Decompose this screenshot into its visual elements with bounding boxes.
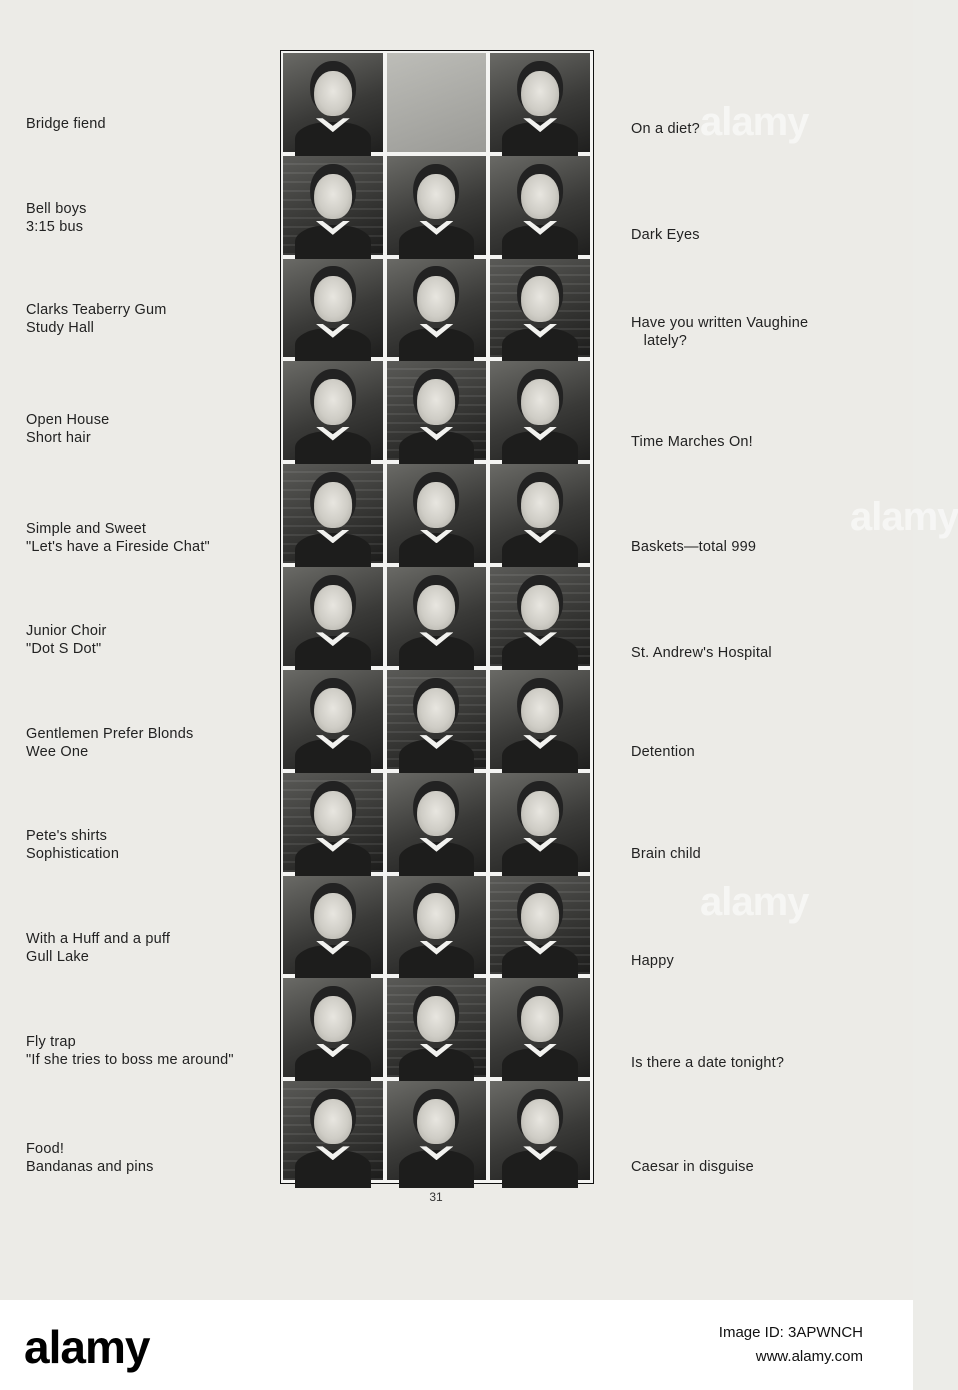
portrait-face bbox=[314, 585, 352, 630]
portrait-face bbox=[314, 791, 352, 836]
left-caption: Gentlemen Prefer Blonds Wee One bbox=[26, 726, 194, 760]
portrait-face bbox=[521, 893, 559, 938]
right-caption: Have you written Vaughine lately? bbox=[631, 315, 809, 349]
portrait-face bbox=[314, 71, 352, 116]
portrait-face bbox=[418, 893, 456, 938]
watermark-text: alamy bbox=[700, 880, 809, 924]
student-portrait bbox=[490, 156, 590, 255]
student-portrait bbox=[283, 670, 383, 769]
student-portrait bbox=[387, 464, 487, 563]
site-url: www.alamy.com bbox=[755, 1348, 863, 1365]
portrait-face bbox=[314, 379, 352, 424]
student-portrait bbox=[387, 670, 487, 769]
student-portrait bbox=[387, 361, 487, 460]
left-caption: Clarks Teaberry Gum Study Hall bbox=[26, 302, 167, 336]
student-portrait bbox=[283, 259, 383, 358]
portrait-face bbox=[418, 996, 456, 1041]
student-portrait bbox=[387, 876, 487, 975]
watermark-text: alamy bbox=[700, 100, 809, 144]
student-portrait bbox=[283, 53, 383, 152]
student-portrait bbox=[283, 464, 383, 563]
image-id: Image ID: 3APWNCH bbox=[718, 1324, 863, 1341]
left-caption: Junior Choir "Dot S Dot" bbox=[26, 623, 107, 657]
student-portrait bbox=[490, 464, 590, 563]
left-caption: Food! Bandanas and pins bbox=[26, 1141, 154, 1175]
student-portrait bbox=[490, 876, 590, 975]
portrait-face bbox=[521, 1099, 559, 1144]
student-portrait bbox=[283, 1081, 383, 1180]
right-caption: On a diet? bbox=[631, 121, 700, 137]
right-caption: Brain child bbox=[631, 846, 701, 862]
portrait-grid bbox=[280, 50, 594, 1184]
right-caption: Dark Eyes bbox=[631, 227, 700, 243]
left-caption: Open House Short hair bbox=[26, 412, 110, 446]
student-portrait bbox=[490, 53, 590, 152]
portrait-face bbox=[314, 276, 352, 321]
portrait-face bbox=[521, 996, 559, 1041]
portrait-face bbox=[314, 1099, 352, 1144]
portrait-face bbox=[418, 379, 456, 424]
student-portrait bbox=[387, 53, 487, 152]
student-portrait bbox=[283, 567, 383, 666]
student-portrait bbox=[387, 773, 487, 872]
student-portrait bbox=[387, 1081, 487, 1180]
portrait-face bbox=[418, 1099, 456, 1144]
student-portrait bbox=[490, 259, 590, 358]
portrait-face bbox=[418, 482, 456, 527]
portrait-face bbox=[521, 791, 559, 836]
page-number: 31 bbox=[429, 1190, 443, 1204]
portrait-face bbox=[314, 688, 352, 733]
portrait-face bbox=[314, 482, 352, 527]
alamy-logo: alamy bbox=[24, 1321, 150, 1373]
student-portrait bbox=[490, 361, 590, 460]
portrait-face bbox=[521, 585, 559, 630]
portrait-face bbox=[418, 585, 456, 630]
portrait-face bbox=[418, 174, 456, 219]
right-caption: Time Marches On! bbox=[631, 434, 753, 450]
student-portrait bbox=[490, 1081, 590, 1180]
portrait-face bbox=[418, 791, 456, 836]
left-caption: Bell boys 3:15 bus bbox=[26, 201, 87, 235]
left-caption: With a Huff and a puff Gull Lake bbox=[26, 931, 171, 965]
student-portrait bbox=[387, 978, 487, 1077]
right-caption: Caesar in disguise bbox=[631, 1159, 754, 1175]
left-caption: Simple and Sweet "Let's have a Fireside Chat" bbox=[26, 521, 210, 555]
student-portrait bbox=[283, 156, 383, 255]
right-caption: Detention bbox=[631, 744, 695, 760]
portrait-face bbox=[314, 893, 352, 938]
portrait-face bbox=[521, 688, 559, 733]
right-caption: Is there a date tonight? bbox=[631, 1055, 785, 1071]
portrait-face bbox=[521, 71, 559, 116]
student-portrait bbox=[283, 978, 383, 1077]
student-portrait bbox=[490, 670, 590, 769]
portrait-face bbox=[521, 174, 559, 219]
portrait-face bbox=[521, 276, 559, 321]
portrait-face bbox=[314, 174, 352, 219]
portrait-face bbox=[418, 688, 456, 733]
student-portrait bbox=[283, 773, 383, 872]
portrait-face bbox=[521, 379, 559, 424]
student-portrait bbox=[283, 876, 383, 975]
right-caption: Happy bbox=[631, 953, 674, 969]
student-portrait bbox=[283, 361, 383, 460]
left-caption: Fly trap "If she tries to boss me around" bbox=[26, 1034, 234, 1068]
student-portrait bbox=[387, 259, 487, 358]
student-portrait bbox=[387, 567, 487, 666]
student-portrait bbox=[490, 567, 590, 666]
right-caption: St. Andrew's Hospital bbox=[631, 645, 772, 661]
student-portrait bbox=[490, 773, 590, 872]
student-portrait bbox=[490, 978, 590, 1077]
left-caption: Pete's shirts Sophistication bbox=[26, 828, 120, 862]
portrait-face bbox=[521, 482, 559, 527]
stock-footer bbox=[0, 1300, 913, 1390]
watermark-text: alamy bbox=[850, 495, 958, 539]
portrait-face bbox=[314, 996, 352, 1041]
right-caption: Baskets—total 999 bbox=[631, 539, 757, 555]
left-caption: Bridge fiend bbox=[26, 116, 106, 132]
student-portrait bbox=[387, 156, 487, 255]
portrait-face bbox=[418, 276, 456, 321]
